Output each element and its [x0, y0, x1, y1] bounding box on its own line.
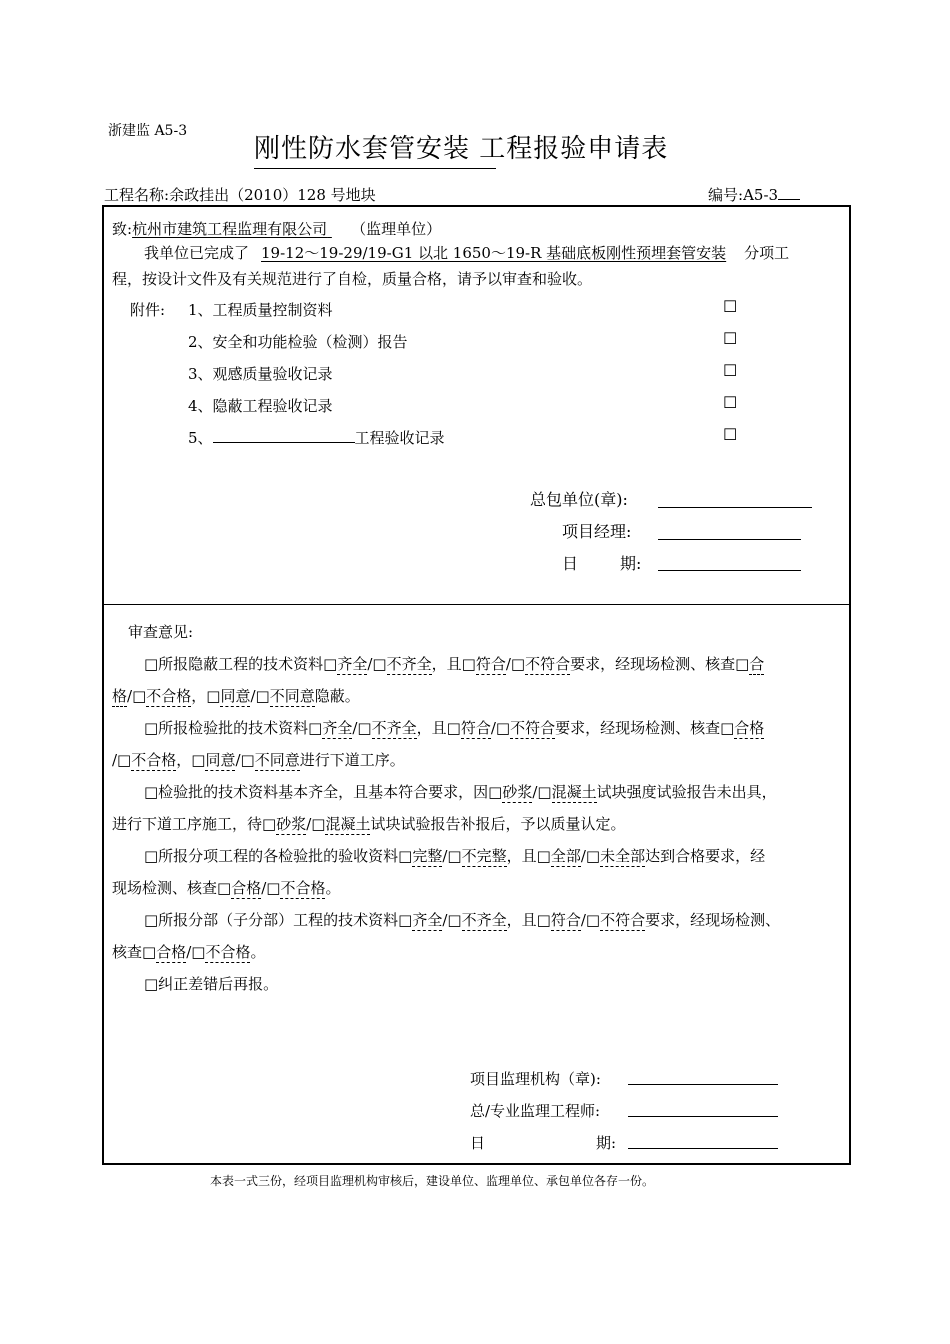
supervision-org-sign-label: 项目监理机构（章): — [470, 1070, 601, 1088]
separator: /□ — [442, 911, 462, 929]
separator: /□ — [580, 911, 601, 929]
title-underline — [254, 168, 496, 169]
option-unqualified[interactable]: 不合格 — [146, 687, 192, 705]
separator: /□ — [186, 943, 206, 961]
project-name-label: 工程名称: — [104, 186, 170, 204]
attachment-item-5 — [188, 427, 445, 448]
option-unqualified[interactable]: 不合格 — [205, 943, 251, 961]
option-conform[interactable]: 符合 — [475, 655, 506, 673]
completion-line-1 — [144, 242, 789, 263]
option-nonconform[interactable]: 不符合 — [525, 655, 571, 673]
review-4-text: 达到合格要求，经 — [645, 847, 766, 865]
review-option-3-line-1 — [144, 781, 777, 802]
page-title: 刚性防水套管安装 工程报验申请表 — [254, 134, 669, 164]
review-option-4-line-2 — [112, 877, 340, 898]
option-complete[interactable]: 齐全 — [322, 719, 353, 737]
option-mortar[interactable]: 砂浆 — [502, 783, 533, 801]
option-complete[interactable]: 完整 — [412, 847, 443, 865]
option-disagree[interactable]: 不同意 — [269, 687, 315, 705]
attachment-5-suffix: 工程验收记录 — [354, 429, 445, 447]
form-number-value: A5-3 — [743, 186, 779, 204]
option-concrete[interactable]: 混凝土 — [325, 815, 371, 833]
addressee-label: 致: — [112, 220, 133, 238]
separator: /□ — [261, 879, 281, 897]
supervision-company: 杭州市建筑工程监理有限公司 — [132, 220, 328, 238]
option-disagree[interactable]: 不同意 — [254, 751, 300, 769]
option-qualified[interactable]: 合格 — [734, 719, 765, 737]
supervision-unit-note: （监理单位） — [351, 220, 442, 238]
engineer-sign-line[interactable] — [628, 1116, 778, 1117]
option-qualified-part-1[interactable]: 合 — [749, 655, 765, 673]
review-1-text: 要求，经现场检测、核查□ — [570, 655, 750, 673]
review-option-5-line-1 — [144, 909, 780, 930]
form-number-row — [708, 184, 800, 205]
separator: /□ — [235, 751, 255, 769]
option-incomplete[interactable]: 不完整 — [461, 847, 507, 865]
review-option-1-line-1 — [144, 653, 764, 674]
project-name-value: 余政挂出（2010）128 号地块 — [169, 186, 376, 204]
project-name-row — [104, 184, 376, 205]
footnote: 本表一式三份，经项目监理机构审核后，建设单位、监理单位、承包单位各存一份。 — [210, 1174, 655, 1188]
option-all[interactable]: 全部 — [550, 847, 581, 865]
attachment-5-checkbox[interactable]: ☐ — [723, 425, 738, 444]
option-mortar[interactable]: 砂浆 — [276, 815, 307, 833]
separator: /□ — [532, 783, 552, 801]
review-3-text: □检验批的技术资料基本齐全，且基本符合要求，因□ — [144, 783, 503, 801]
option-qualified[interactable]: 合格 — [231, 879, 262, 897]
contractor-sign-line[interactable] — [658, 507, 812, 508]
option-nonconform[interactable]: 不符合 — [510, 719, 556, 737]
attachment-4-checkbox[interactable]: ☐ — [723, 393, 738, 412]
review-option-3-line-2 — [112, 813, 625, 834]
section-divider — [102, 604, 851, 605]
separator: /□ — [505, 655, 526, 673]
review-1-text: □所报隐蔽工程的技术资料□ — [144, 655, 338, 673]
review-option-2-line-1 — [144, 717, 764, 738]
option-incomplete[interactable]: 不齐全 — [371, 719, 417, 737]
review-4-text: 。 — [325, 879, 341, 897]
addressee-row — [112, 218, 441, 239]
separator: ，□ — [176, 751, 206, 769]
contractor-sign-label: 总包单位(章): — [530, 490, 628, 509]
completion-line-2: 程，按设计文件及有关规范进行了自检，质量合格，请予以审查和验收。 — [112, 270, 593, 288]
review-1-text: ，且□ — [431, 655, 476, 673]
completion-suffix: 分项工 — [744, 244, 790, 262]
review-4-text: ，且□ — [506, 847, 551, 865]
separator: /□ — [442, 847, 462, 865]
review-5-text: 要求，经现场检测、 — [645, 911, 781, 929]
review-date-line[interactable] — [628, 1148, 778, 1149]
separator: /□ — [367, 655, 387, 673]
company-underline-tail — [327, 220, 351, 238]
review-heading: 审查意见: — [128, 623, 194, 641]
option-qualified-part-2[interactable]: 格 — [112, 687, 128, 705]
option-complete[interactable]: 齐全 — [412, 911, 443, 929]
attachment-1-checkbox[interactable]: ☐ — [723, 297, 738, 316]
attachment-item-3: 3、观感质量验收记录 — [188, 365, 333, 383]
option-qualified[interactable]: 合格 — [156, 943, 187, 961]
separator: /□ — [580, 847, 601, 865]
attachment-item-2: 2、安全和功能检验（检测）报告 — [188, 333, 408, 351]
option-agree[interactable]: 同意 — [205, 751, 236, 769]
option-conform[interactable]: 符合 — [460, 719, 491, 737]
review-2-text: 要求，经现场检测、核查□ — [555, 719, 735, 737]
attachment-2-checkbox[interactable]: ☐ — [723, 329, 738, 348]
review-5-text: □所报分部（子分部）工程的技术资料□ — [144, 911, 413, 929]
review-4-text: □所报分项工程的各检验批的验收资料□ — [144, 847, 413, 865]
option-unqualified[interactable]: 不合格 — [280, 879, 326, 897]
review-option-2-line-2 — [112, 749, 405, 770]
completion-scope: 19-12～19-29/19-G1 以北 1650～19-R 基础底板刚性预埋套管安装 — [261, 244, 727, 262]
attachment-5-prefix: 5、 — [188, 429, 213, 447]
review-5-text: ，且□ — [506, 911, 551, 929]
attachment-item-4: 4、隐蔽工程验收记录 — [188, 397, 333, 415]
review-option-1-line-2 — [112, 685, 360, 706]
attachments-label: 附件: — [130, 301, 166, 319]
review-3-text: 试块强度试验报告未出具， — [596, 783, 777, 801]
separator: /□ — [250, 687, 270, 705]
form-number-blank[interactable] — [778, 199, 800, 200]
option-complete[interactable]: 齐全 — [337, 655, 368, 673]
separator: /□ — [490, 719, 511, 737]
review-1-text: 隐蔽。 — [314, 687, 360, 705]
option-conform[interactable]: 符合 — [550, 911, 581, 929]
attachment-item-1: 1、工程质量控制资料 — [188, 301, 333, 319]
separator: /□ — [352, 719, 372, 737]
contractor-date-line[interactable] — [658, 570, 801, 571]
option-agree[interactable]: 同意 — [220, 687, 251, 705]
manager-sign-label: 项目经理: — [562, 522, 632, 541]
option-incomplete[interactable]: 不齐全 — [461, 911, 507, 929]
engineer-sign-label: 总/专业监理工程师: — [470, 1102, 601, 1120]
review-2-text: □所报检验批的技术资料□ — [144, 719, 323, 737]
review-option-5-line-2 — [112, 941, 265, 962]
supervision-org-sign-line[interactable] — [628, 1084, 778, 1085]
contractor-date-label-b: 期: — [620, 554, 642, 573]
review-date-label-b: 期: — [596, 1134, 617, 1152]
option-unqualified[interactable]: 不合格 — [131, 751, 177, 769]
review-2-text: ，且□ — [416, 719, 461, 737]
manager-sign-line[interactable] — [658, 539, 801, 540]
completion-prefix: 我单位已完成了 — [144, 244, 250, 262]
review-3-text: 进行下道工序施工，待□ — [112, 815, 277, 833]
form-code: 浙建监 A5-3 — [108, 123, 188, 139]
separator: /□ — [306, 815, 326, 833]
attachment-5-blank[interactable] — [213, 442, 355, 443]
option-concrete[interactable]: 混凝土 — [551, 783, 597, 801]
option-incomplete[interactable]: 不齐全 — [386, 655, 432, 673]
review-4-text: 现场检测、核查□ — [112, 879, 232, 897]
separator: /□ — [112, 751, 132, 769]
review-option-6[interactable]: □纠正差错后再报。 — [144, 975, 279, 993]
separator: /□ — [127, 687, 147, 705]
form-number-label: 编号: — [708, 186, 744, 204]
attachment-3-checkbox[interactable]: ☐ — [723, 361, 738, 380]
option-not-all[interactable]: 未全部 — [600, 847, 646, 865]
review-3-text: 试块试验报告补报后，予以质量认定。 — [370, 815, 626, 833]
review-date-label-a: 日 — [470, 1134, 486, 1152]
review-option-4-line-1 — [144, 845, 765, 866]
review-2-text: 进行下道工序。 — [299, 751, 405, 769]
review-5-text: 。 — [250, 943, 266, 961]
review-5-text: 核查□ — [112, 943, 157, 961]
separator: ，□ — [191, 687, 221, 705]
contractor-date-label-a: 日 — [562, 554, 579, 573]
option-nonconform[interactable]: 不符合 — [600, 911, 646, 929]
